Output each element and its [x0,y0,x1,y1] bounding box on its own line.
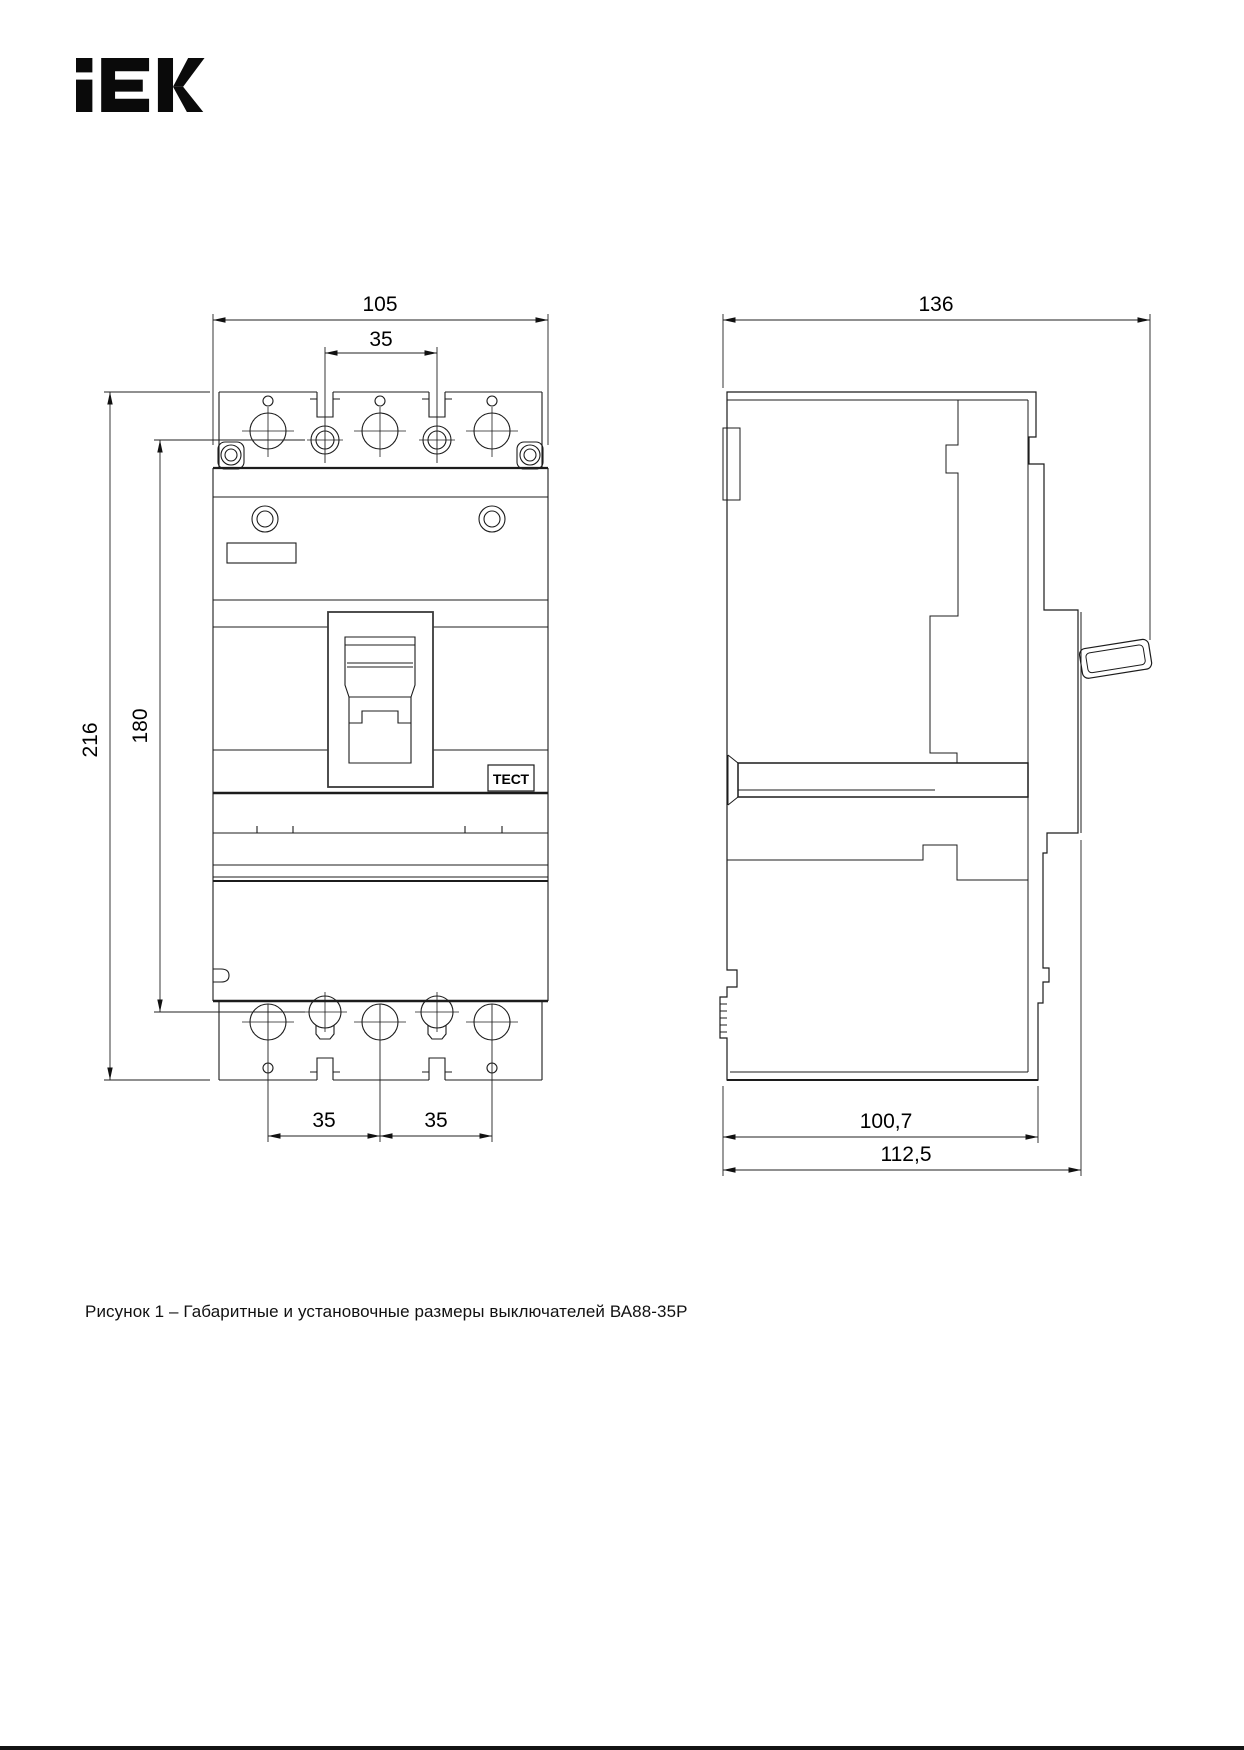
front-cover-lines [213,600,548,750]
front-view-drawing [213,392,548,1080]
dim-side-overall-depth: 136 [918,293,954,316]
dim-front-overall-width: 105 [362,293,398,316]
dimension-lines [104,314,1150,1176]
front-left-tab [213,969,229,982]
logo-letter-i-dot [76,58,92,72]
front-top-mounting-holes [307,426,455,454]
side-front-cover-steps [930,400,958,763]
logo-letter-k-lower-arm [173,87,203,112]
dim-front-pole-pitch-top: 35 [369,328,393,351]
logo-letter-e [101,58,149,112]
front-top-terminals [242,396,518,457]
dim-front-overall-height: 216 [79,722,102,758]
logo-letter-i-stem [76,80,92,112]
page-bottom-edge [0,1746,1244,1750]
side-operating-handle [1079,639,1153,680]
dimension-labels [79,293,954,1166]
dim-front-mounting-pitch: 180 [129,708,152,744]
side-din-serrations [720,1004,727,1032]
front-nameplate [227,543,296,563]
figure-caption: Рисунок 1 – Габаритные и установочные размеры выключателей ВА88-35Р [85,1302,688,1321]
logo-letter-k-upper-arm [173,58,205,87]
side-inner-lines [727,400,1081,1072]
side-lower-step [727,845,1028,880]
front-bottom-mounting-keyholes [303,992,459,1039]
side-outer-profile [720,392,1078,1080]
front-top-strip-edge [219,392,542,468]
dim-side-body-depth: 100,7 [859,1110,913,1133]
front-toggle-handle [345,637,415,763]
front-toggle-panel [328,612,433,787]
side-view-drawing [720,392,1153,1080]
dim-side-depth-with-panel: 112,5 [880,1143,932,1166]
test-button-label: ТЕСТ [492,771,530,787]
dim-front-pole-pitch-bottom-left: 35 [312,1109,336,1132]
side-back-block [723,428,740,500]
iek-logo [76,58,205,112]
front-corner-ears [218,442,543,469]
side-terminal-shield [728,755,1028,805]
front-cover-screws [252,506,505,532]
front-bottom-slots [310,1058,452,1080]
test-button [488,765,534,791]
dim-front-pole-pitch-bottom-right: 35 [424,1109,448,1132]
logo-letter-k-stem [158,58,173,112]
front-body-outline [213,468,548,1001]
